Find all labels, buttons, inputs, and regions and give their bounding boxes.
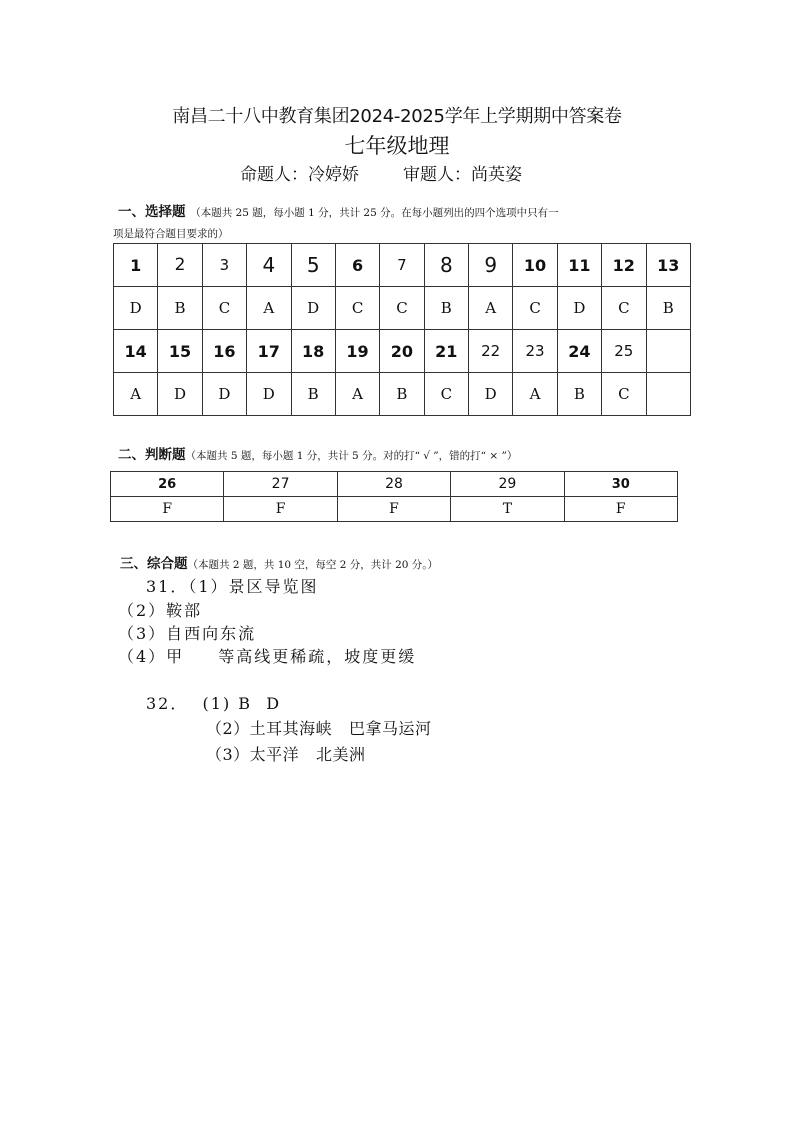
section1-note: （本题共 25 题，每小题 1 分，共计 25 分。在每小题列出的四个选项中只有一: [190, 207, 559, 219]
question-number: 10: [513, 244, 557, 287]
empty-cell: [646, 330, 691, 373]
answer-cell: D: [557, 287, 601, 330]
answer-cell: B: [424, 287, 468, 330]
answer-cell: B: [380, 373, 424, 416]
question-number: 21: [424, 330, 468, 373]
question-number: 3: [202, 244, 246, 287]
table-row: [114, 330, 691, 373]
question-number: 1: [114, 244, 158, 287]
question-number: 24: [557, 330, 601, 373]
answer-cell: A: [513, 373, 557, 416]
question-number: 22: [469, 330, 513, 373]
q32-answer-3: （3）太平洋 北美洲: [206, 745, 366, 764]
question-number: 14: [114, 330, 158, 373]
question-number: 6: [335, 244, 379, 287]
question-number: 4: [247, 244, 291, 287]
answer-cell: C: [602, 287, 646, 330]
question-number: 27: [224, 472, 337, 497]
answer-cell: C: [513, 287, 557, 330]
answer-cell: D: [247, 373, 291, 416]
choice-answer-table: [113, 243, 691, 416]
q31-answer-4: [118, 644, 416, 667]
section3-note: （本题共 2 题，共 10 空，每空 2 分，共计 20 分。）: [187, 559, 439, 571]
table-row: [114, 244, 691, 287]
author-label: 命题人：冷婷娇: [240, 165, 359, 185]
answer-cell: F: [111, 497, 224, 522]
question-number: 8: [424, 244, 468, 287]
answer-cell: C: [424, 373, 468, 416]
author-line: [240, 160, 522, 185]
question-number: 11: [557, 244, 601, 287]
answer-cell: F: [337, 497, 450, 522]
answer-cell: D: [158, 373, 202, 416]
answer-cell: D: [114, 287, 158, 330]
section2-heading: 二、判断题（本题共 5 题，每小题 1 分，共计 5 分。对的打“ √ ”，错的打“ × ”）: [118, 447, 518, 463]
question-number: 28: [337, 472, 450, 497]
answer-cell: A: [335, 373, 379, 416]
answer-cell: D: [469, 373, 513, 416]
answer-cell: B: [158, 287, 202, 330]
answer-cell: C: [602, 373, 646, 416]
q31-answer-3: （3）自西向东流: [118, 624, 257, 643]
question-number: 29: [451, 472, 564, 497]
answer-cell: D: [291, 287, 335, 330]
q31-answer-4a: （4）甲: [118, 647, 185, 666]
section3-heading: 三、综合题（本题共 2 题，共 10 空，每空 2 分，共计 20 分。）: [120, 556, 439, 572]
answer-cell: T: [451, 497, 564, 522]
question-number: 5: [291, 244, 335, 287]
question-number: 30: [564, 472, 677, 497]
question-number: 9: [469, 244, 513, 287]
question-number: 2: [158, 244, 202, 287]
question-number: 12: [602, 244, 646, 287]
answer-cell: B: [646, 287, 691, 330]
q32-answer-2: （2）土耳其海峡 巴拿马运河: [206, 719, 432, 738]
table-row: [114, 373, 691, 416]
section2-note: （本题共 5 题，每小题 1 分，共计 5 分。对的打“ √ ”，错的打“ × ”）: [185, 450, 518, 462]
answer-cell: C: [380, 287, 424, 330]
answer-cell: C: [335, 287, 379, 330]
judge-answer-table: [110, 471, 678, 522]
question-number: 15: [158, 330, 202, 373]
q31-answer-4b: 等高线更稀疏，坡度更缓: [218, 647, 417, 666]
question-number: 23: [513, 330, 557, 373]
q31-answer-1: 31．（1）景区导览图: [146, 577, 319, 596]
question-number: 25: [602, 330, 646, 373]
q32-answer-1: 32． (1) B D: [146, 694, 282, 713]
answer-cell: F: [224, 497, 337, 522]
document-title: 南昌二十八中教育集团2024-2025学年上学期期中答案卷: [172, 106, 622, 127]
answer-cell: B: [291, 373, 335, 416]
question-number: 13: [646, 244, 691, 287]
section1-heading: 一、选择题 （本题共 25 题，每小题 1 分，共计 25 分。在每小题列出的四个选项中只有一: [118, 204, 559, 220]
answer-cell: C: [202, 287, 246, 330]
answer-cell: F: [564, 497, 677, 522]
question-number: 17: [247, 330, 291, 373]
reviewer-label: 审题人：尚英姿: [403, 165, 522, 185]
q31-answer-2: （2）鞍部: [118, 601, 203, 620]
table-row: [111, 472, 678, 497]
answer-cell: B: [557, 373, 601, 416]
question-number: 20: [380, 330, 424, 373]
table-row: [114, 287, 691, 330]
question-number: 18: [291, 330, 335, 373]
answer-cell: A: [469, 287, 513, 330]
question-number: 26: [111, 472, 224, 497]
question-number: 19: [335, 330, 379, 373]
table-row: [111, 497, 678, 522]
question-number: 16: [202, 330, 246, 373]
document-subtitle: 七年级地理: [344, 134, 450, 158]
answer-cell: D: [202, 373, 246, 416]
answer-cell: A: [247, 287, 291, 330]
empty-cell: [646, 373, 691, 416]
answer-cell: A: [114, 373, 158, 416]
section1-note-cont: 项是最符合题目要求的）: [113, 228, 229, 240]
question-number: 7: [380, 244, 424, 287]
